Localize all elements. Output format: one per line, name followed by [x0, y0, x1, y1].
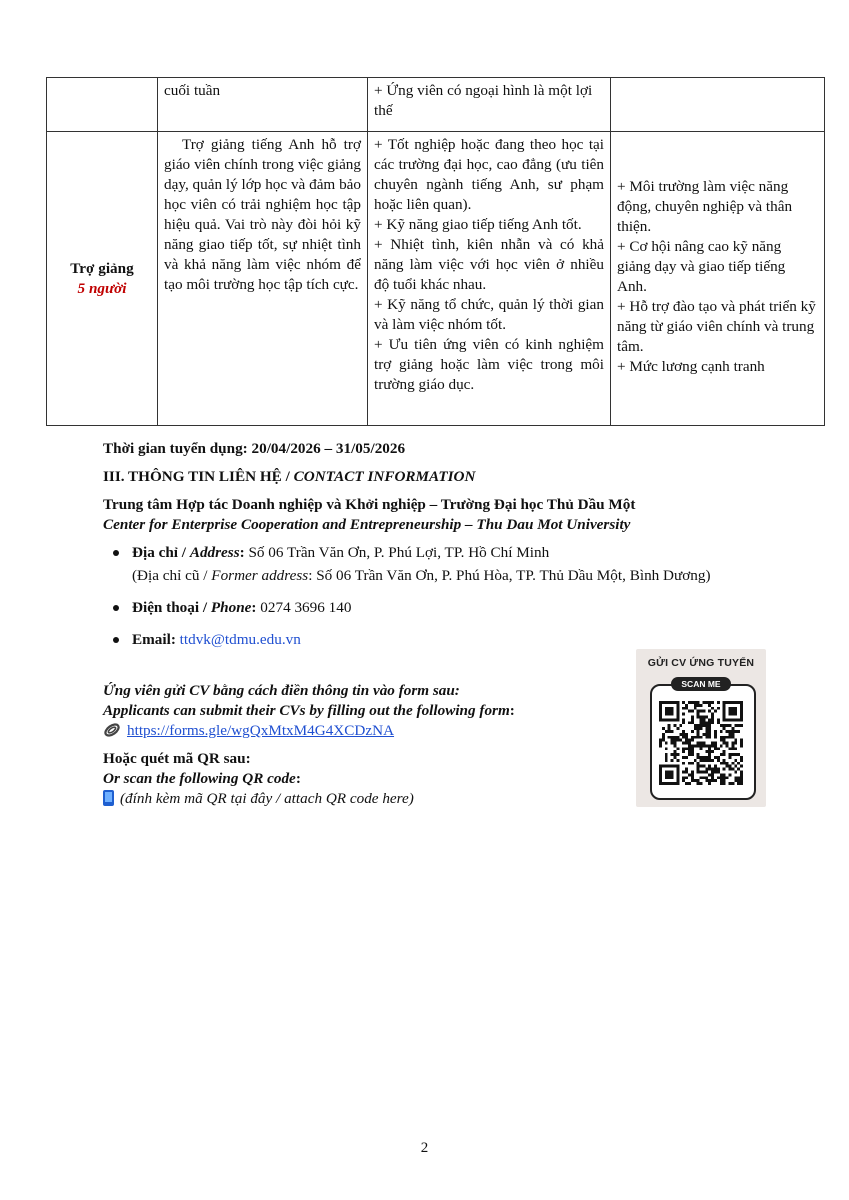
- position-count: 5 người: [77, 279, 127, 297]
- former-address-prefix: (Địa chỉ cũ /: [132, 567, 212, 584]
- qr-instruction-en-line: Or scan the following QR code:: [103, 770, 301, 787]
- qr-code-image[interactable]: [659, 701, 743, 785]
- qr-instruction-en: Or scan the following QR code: [103, 770, 296, 787]
- org-name-en: Center for Enterprise Cooperation and Entrepreneurship – Thu Dau Mot University: [103, 516, 631, 533]
- form-instruction-vi: Ứng viên gửi CV bằng cách điền thông tin vào form sau:: [103, 682, 460, 699]
- description-cell: Trợ giảng tiếng Anh hỗ trợ giáo viên chính trong việc giảng dạy, quản lý lớp học và đảm bảo học viên có trải nghiệm học tập hiệu quả. Vai trò này đòi hỏi kỹ năng giao tiếp tốt, sự nhiệt tình và khả năng làm việc nhóm để tạo môi trường học tập tích cực.: [158, 132, 368, 426]
- position-cell: [47, 78, 158, 132]
- address-value: Số 06 Trần Văn Ơn, P. Phú Lợi, TP. Hồ Chí Minh: [248, 544, 550, 561]
- scan-me-label: SCAN ME: [671, 677, 731, 691]
- benefit-item: + Hỗ trợ đào tạo và phát triển kỹ năng từ giáo viên chính và trung tâm.: [617, 298, 816, 355]
- phone-item: Điện thoại / Phone: 0274 3696 140: [112, 596, 752, 619]
- benefit-item: + Môi trường làm việc năng động, chuyên nghiệp và thân thiện.: [617, 178, 793, 235]
- former-address-value: Số 06 Trần Văn Ơn, P. Phú Hòa, TP. Thủ Dầu Một, Bình Dương): [316, 567, 711, 584]
- address-label-en: Address: [189, 544, 240, 561]
- org-name-vi: Trung tâm Hợp tác Doanh nghiệp và Khởi nghiệp – Trường Đại học Thủ Dầu Một: [103, 496, 636, 513]
- contact-heading-en: CONTACT INFORMATION: [293, 468, 476, 485]
- application-form-link[interactable]: https://forms.gle/wgQxMtxM4G4XCDzNA: [127, 722, 395, 739]
- form-instruction-en-line: Applicants can submit their CVs by filling out the following form:: [103, 702, 515, 719]
- email-label: Email:: [132, 631, 176, 648]
- contact-heading: [103, 466, 475, 487]
- form-link-line: [103, 720, 394, 741]
- mobile-phone-icon: [103, 790, 114, 806]
- position-title: Trợ giảng: [70, 259, 134, 277]
- qr-note-line: [103, 788, 414, 809]
- phone-value: 0274 3696 140: [260, 599, 352, 616]
- benefits-cell: [611, 132, 825, 426]
- former-address-label: Former address: [211, 567, 309, 584]
- requirement-item: + Ưu tiên ứng viên có kinh nghiệm trợ giảng hoặc làm việc trong môi trường giáo dục.: [374, 336, 604, 393]
- form-instruction-en: Applicants can submit their CVs by filling out the following form: [103, 702, 510, 719]
- table-row: [47, 132, 825, 426]
- address-label-vi: Địa chỉ /: [132, 544, 190, 561]
- position-cell: [47, 132, 158, 426]
- qr-note: (đính kèm mã QR tại đây / attach QR code here): [120, 790, 414, 807]
- requirement-item: + Tốt nghiệp hoặc đang theo học tại các trường đại học, cao đẳng (ưu tiên chuyên ngành tiếng Anh, sư phạm hoặc liên quan).: [374, 136, 604, 213]
- requirement-item: + Kỹ năng tổ chức, quản lý thời gian và làm việc nhóm tốt.: [374, 296, 604, 333]
- benefit-item: + Mức lương cạnh tranh: [617, 358, 765, 375]
- page-number: 2: [420, 1140, 429, 1156]
- contact-list: [112, 541, 752, 651]
- requirements-cell: [368, 132, 611, 426]
- paperclip-icon: [103, 722, 121, 738]
- requirement-item: + Nhiệt tình, kiên nhẫn và có khả năng làm việc với học viên ở nhiều độ tuổi khác nhau.: [374, 236, 604, 293]
- address-item: Địa chỉ / Address: Số 06 Trần Văn Ơn, P. Phú Lợi, TP. Hồ Chí Minh (Địa chỉ cũ / Former address: Số 06 Trần Văn Ơn, P. Phú Hòa, TP. Thủ Dầu Một, Bình Dương): [112, 541, 752, 587]
- qr-instruction-vi: Hoặc quét mã QR sau:: [103, 750, 251, 767]
- phone-label-en: Phone: [210, 599, 252, 616]
- requirement-item: + Kỹ năng giao tiếp tiếng Anh tốt.: [374, 216, 582, 233]
- email-link[interactable]: ttdvk@tdmu.edu.vn: [179, 631, 301, 648]
- recruitment-period: Thời gian tuyển dụng: 20/04/2026 – 31/05/2026: [103, 440, 406, 457]
- email-item: [112, 628, 752, 651]
- benefit-item: + Cơ hội nâng cao kỹ năng giảng dạy và giao tiếp tiếng Anh.: [617, 238, 786, 295]
- requirement-item: + Ứng viên có ngoại hình là một lợi thế: [374, 82, 593, 119]
- table-row: [47, 78, 825, 132]
- contact-heading-vi: III. THÔNG TIN LIÊN HỆ /: [103, 468, 294, 485]
- description-cell: cuối tuần: [158, 78, 368, 132]
- benefits-cell: [611, 78, 825, 132]
- requirements-cell: [368, 78, 611, 132]
- qr-card-heading: GỬI CV ỨNG TUYỂN: [647, 657, 755, 669]
- qr-card: [636, 649, 766, 807]
- recruitment-table: [46, 77, 825, 426]
- phone-label-vi: Điện thoại /: [132, 599, 211, 616]
